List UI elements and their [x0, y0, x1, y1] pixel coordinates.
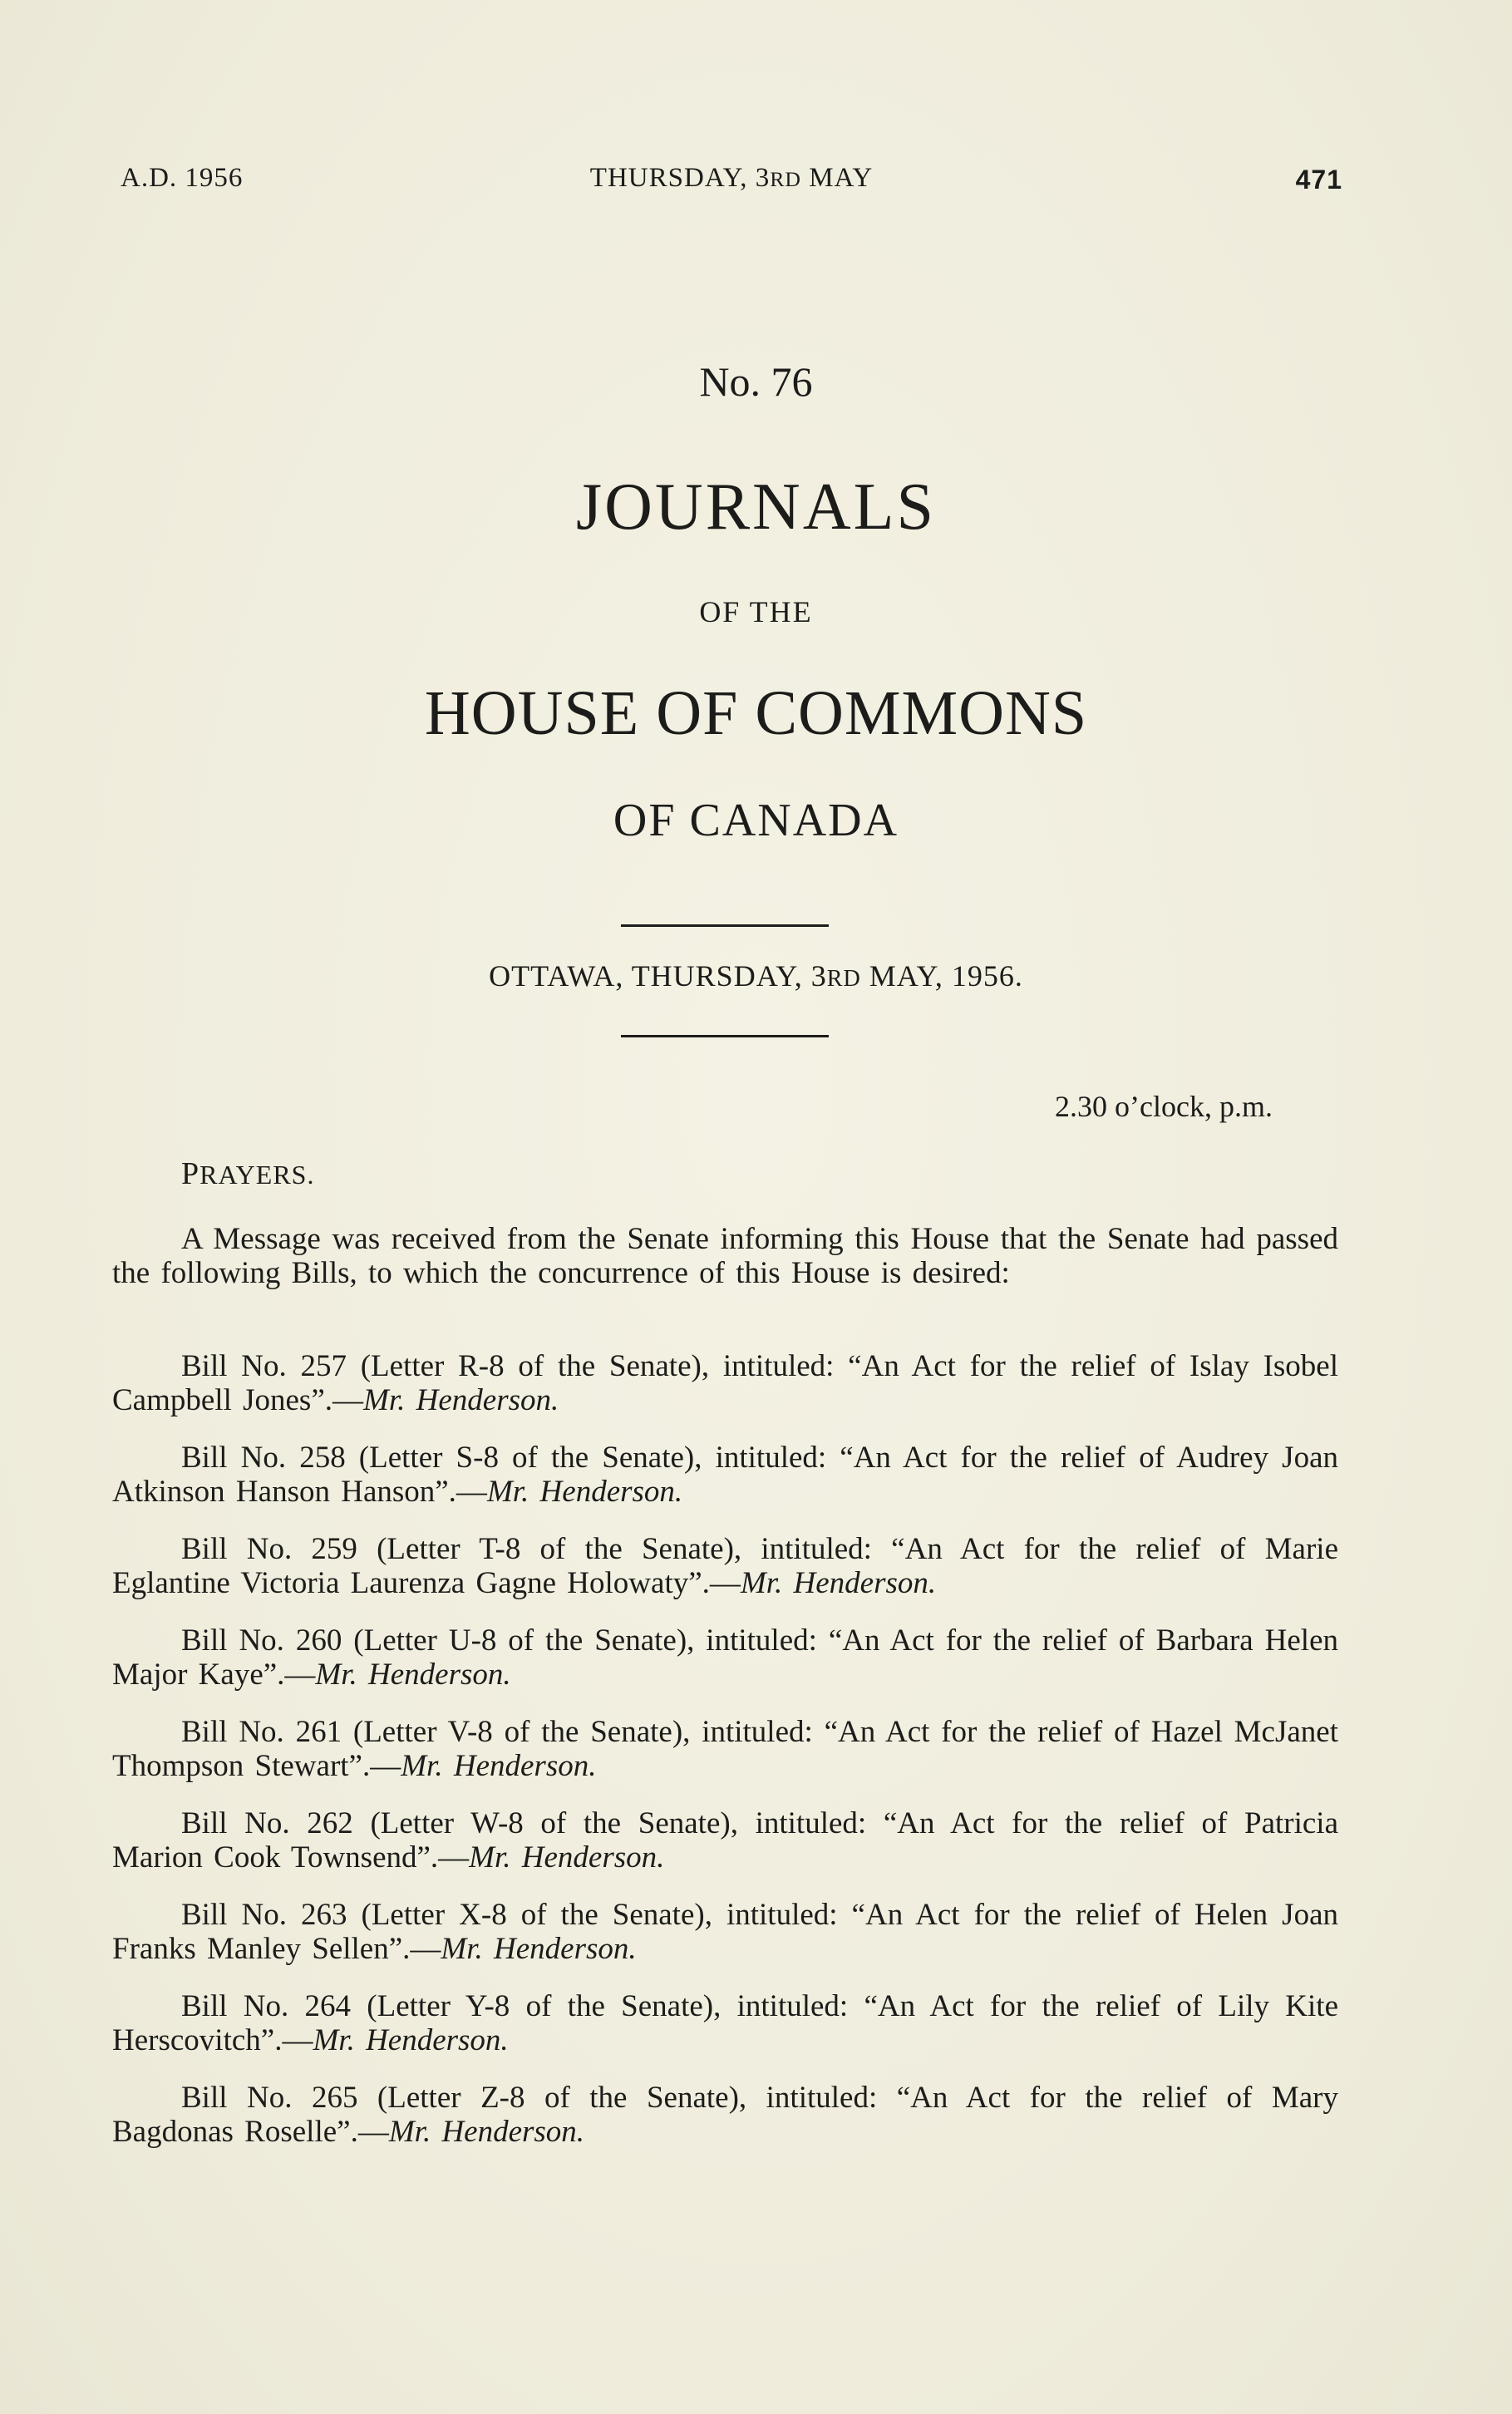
running-head [121, 163, 1342, 204]
bill-sponsor: Mr. Henderson. [740, 1566, 937, 1600]
bill-text: Bill No. 263 (Letter X-8 of the Senate), intituled: “An Act for the relief of Helen Joan Franks Manley Sellen”.— [112, 1898, 1338, 1966]
bill-entry [112, 1989, 1338, 2057]
bill-entry [112, 1715, 1338, 1783]
bill-text: Bill No. 265 (Letter Z-8 of the Senate), intituled: “An Act for the relief of Mary Bagdonas Roselle”.— [112, 2081, 1338, 2149]
bill-sponsor: Mr. Henderson. [315, 1658, 511, 1692]
divider-rule-top [621, 924, 829, 927]
bill-sponsor: Mr. Henderson. [486, 1475, 683, 1509]
bill-text: Bill No. 261 (Letter V-8 of the Senate), intituled: “An Act for the relief of Hazel McJanet Thompson Stewart”.— [112, 1715, 1338, 1783]
sitting-date-suffix: MAY, 1956. [860, 959, 1023, 993]
bill-text: Bill No. 260 (Letter U-8 of the Senate), intituled: “An Act for the relief of Barbara Helen Major Kaye”.— [112, 1623, 1338, 1692]
bill-entry [112, 1898, 1338, 1966]
bill-sponsor: Mr. Henderson. [469, 1840, 665, 1875]
bill-text: Bill No. 264 (Letter Y-8 of the Senate), intituled: “An Act for the relief of Lily Kite Herscovitch”.— [112, 1989, 1338, 2057]
senate-message-paragraph [112, 1222, 1338, 1290]
bill-entry [112, 1349, 1338, 1417]
bill-entry [112, 2081, 1338, 2149]
bill-sponsor: Mr. Henderson. [313, 2023, 509, 2057]
sitting-date-ordinal: RD [826, 966, 861, 992]
bill-sponsor: Mr. Henderson. [363, 1383, 559, 1417]
of-the-line: OF THE [699, 595, 813, 628]
bill-sponsor: Mr. Henderson. [401, 1749, 597, 1783]
bill-entry [112, 1623, 1338, 1692]
running-head-ordinal: RD [770, 167, 801, 191]
running-head-month: MAY [800, 163, 874, 193]
prayers-initial: P [181, 1156, 200, 1191]
bill-text: Bill No. 258 (Letter S-8 of the Senate), intituled: “An Act for the relief of Audrey Joan Atkinson Hanson Hanson”.— [112, 1441, 1338, 1509]
of-canada-line: OF CANADA [613, 795, 899, 846]
bills-list [112, 1349, 1338, 2172]
prayers-rest: RAYERS. [199, 1160, 315, 1190]
bill-text: Bill No. 262 (Letter W-8 of the Senate), intituled: “An Act for the relief of Patricia Marion Cook Townsend”.— [112, 1806, 1338, 1875]
bill-text: Bill No. 259 (Letter T-8 of the Senate), intituled: “An Act for the relief of Marie Eglantine Victoria Laurenza Gagne Holowaty”.— [112, 1532, 1338, 1600]
prayers-heading [181, 1155, 314, 1192]
running-head-year: A.D. 1956 [121, 163, 244, 193]
journals-title: JOURNALS [576, 470, 936, 544]
issue-number: No. 76 [699, 358, 813, 405]
bill-entry [112, 1441, 1338, 1509]
bill-entry [112, 1532, 1338, 1600]
house-of-commons-title: HOUSE OF COMMONS [424, 678, 1088, 748]
sitting-date-prefix: OTTAWA, THURSDAY, 3 [489, 959, 827, 993]
bill-sponsor: Mr. Henderson. [388, 2115, 585, 2149]
running-head-day: THURSDAY, 3 [589, 163, 771, 193]
bill-text: Bill No. 257 (Letter R-8 of the Senate), intituled: “An Act for the relief of Islay Isobel Campbell Jones”.— [112, 1349, 1338, 1417]
bill-entry [112, 1806, 1338, 1875]
divider-rule-bottom [621, 1035, 829, 1037]
sitting-time: 2.30 o’clock, p.m. [1055, 1090, 1273, 1123]
page-number: 471 [1295, 165, 1342, 195]
running-head-date [121, 163, 1342, 194]
senate-message-text: A Message was received from the Senate informing this House that the Senate had passed the following Bills, to which the concurrence of this House is desired: [112, 1222, 1338, 1290]
sitting-date-line [0, 958, 1512, 993]
bill-sponsor: Mr. Henderson. [441, 1932, 637, 1966]
